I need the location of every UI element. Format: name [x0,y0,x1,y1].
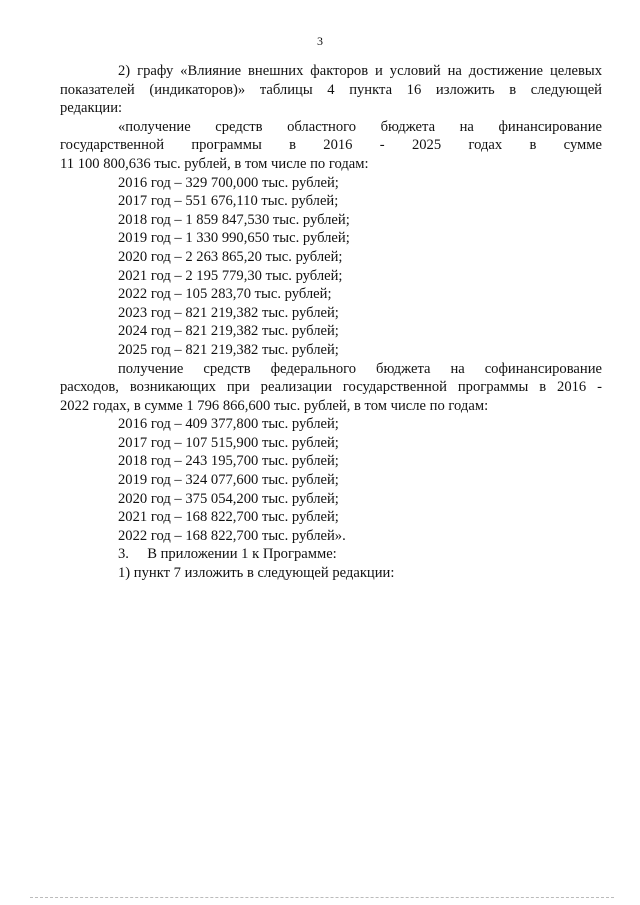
para3-line3: 2022 годах, в сумме 1 796 866,600 тыс. рублей, в том числе по годам: [60,397,489,414]
federal-years-list [60,415,602,545]
federal-year-line: 2019 год – 324 077,600 тыс. рублей; [118,472,339,489]
federal-year-line: 2021 год – 168 822,700 тыс. рублей; [118,509,339,526]
para1-line3: редакции: [60,100,123,117]
regional-year-line: 2020 год – 2 263 865,20 тыс. рублей; [118,248,343,265]
regional-year-line: 2018 год – 1 859 847,530 тыс. рублей; [118,211,350,228]
federal-year-line: 2022 год – 168 822,700 тыс. рублей». [118,527,346,544]
para2-line1: «получение средств областного бюджета на финансирование [118,118,602,135]
regional-year-line: 2025 год – 821 219,382 тыс. рублей; [118,341,339,358]
regional-year-line: 2022 год – 105 283,70 тыс. рублей; [118,286,332,303]
item-3-heading: 3. В приложении 1 к Программе: [118,546,337,563]
para1-line1: 2) графу «Влияние внешних факторов и условий на достижение целевых [118,63,602,79]
bottom-scan-edge [30,897,614,898]
para3-line1: получение средств федерального бюджета на софинансирование [118,360,602,377]
federal-year-line: 2018 год – 243 195,700 тыс. рублей; [118,453,339,470]
regional-years-list [60,174,602,360]
federal-year-line: 2016 год – 409 377,800 тыс. рублей; [118,416,339,433]
page-number: 3 [317,34,323,48]
document-body [60,62,602,583]
regional-year-line: 2016 год – 329 700,000 тыс. рублей; [118,174,339,191]
para3-line2: расходов, возникающих при реализации государственной программы в 2016 - [60,379,602,396]
para1-line2: показателей (индикаторов)» таблицы 4 пункта 16 изложить в следующей [60,81,602,98]
regional-year-line: 2024 год – 821 219,382 тыс. рублей; [118,323,339,340]
federal-year-line: 2020 год – 375 054,200 тыс. рублей; [118,490,339,507]
para2-line2: государственной программы в 2016 - 2025 годах в сумме [60,137,602,154]
regional-year-line: 2021 год – 2 195 779,30 тыс. рублей; [118,267,343,284]
item-3-subitem-1: 1) пункт 7 изложить в следующей редакции: [118,565,395,582]
regional-year-line: 2023 год – 821 219,382 тыс. рублей; [118,304,339,321]
regional-year-line: 2017 год – 551 676,110 тыс. рублей; [118,193,339,210]
federal-year-line: 2017 год – 107 515,900 тыс. рублей; [118,434,339,451]
para2-line3: 11 100 800,636 тыс. рублей, в том числе по годам: [60,155,369,172]
regional-year-line: 2019 год – 1 330 990,650 тыс. рублей; [118,230,350,247]
